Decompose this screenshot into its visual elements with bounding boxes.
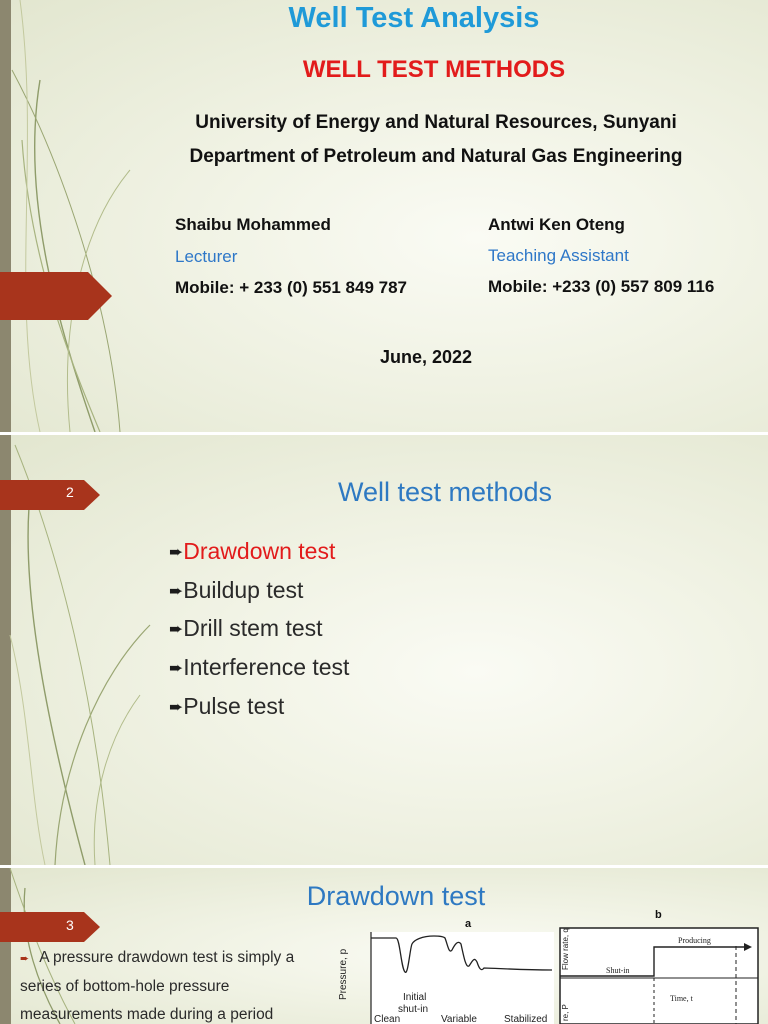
university-name: University of Energy and Natural Resources, Sunyani (195, 112, 677, 133)
slide-tab-arrow (0, 272, 115, 322)
figure-b-ylabel-bottom: re, P (561, 1004, 570, 1021)
slide-methods (0, 435, 768, 865)
method-list (169, 532, 349, 725)
slide-number: 3 (66, 917, 74, 933)
presentation-date: June, 2022 (380, 347, 473, 367)
list-item: ➨Buildup test (169, 576, 304, 603)
figure-b-time-label: Time, t (670, 994, 693, 1003)
slide-drawdown (0, 868, 768, 1024)
presenter-2-mobile: Mobile: +233 (0) 557 809 116 (488, 277, 715, 296)
slide-title (0, 0, 768, 432)
arrow-bullet-icon: ➨ (169, 619, 184, 639)
figure-a-annotation-line2: shut-in (398, 1004, 429, 1015)
slide-title: Drawdown test (306, 881, 486, 911)
presenter-1-mobile: Mobile: + 233 (0) 551 849 787 (175, 278, 407, 297)
description-paragraph (20, 944, 338, 1024)
figure-a-xlabel-variable: Variable (441, 1014, 477, 1024)
figure-a-pressure-plot (334, 928, 556, 1024)
arrow-bullet-icon: ➨ (169, 697, 184, 717)
list-item: ➨Interference test (169, 654, 350, 681)
figure-a-xlabel-clean: Clean (374, 1014, 401, 1024)
arrow-bullet-icon: ➨ (169, 542, 184, 562)
presenter-2-name: Antwi Ken Oteng (488, 215, 625, 234)
figure-b-rate-plot (558, 926, 760, 1024)
figure-a-xlabel-stabilized: Stabilized (504, 1014, 548, 1024)
presenter-1-name: Shaibu Mohammed (175, 215, 331, 234)
figure-a-annotation-line1: Initial (403, 992, 427, 1003)
presentation-subtitle: WELL TEST METHODS (302, 56, 566, 83)
paragraph-line: series of bottom-hole pressure (20, 978, 230, 995)
figure-a-label: a (465, 918, 472, 930)
arrow-bullet-icon: ➨ (169, 658, 184, 678)
department-name: Department of Petroleum and Natural Gas Engineering (189, 146, 683, 167)
slide-title: Well test methods (337, 477, 553, 507)
paragraph-line: ➨ A pressure drawdown test is simply a (20, 949, 295, 966)
figure-b-producing-label: Producing (678, 936, 711, 945)
presenter-1-role: Lecturer (175, 247, 238, 266)
figure-b-shutin-label: Shut-in (606, 966, 630, 975)
arrow-bullet-icon: ➨ (169, 581, 184, 601)
list-item: ➨Pulse test (169, 692, 285, 719)
arrow-bullet-icon: ➨ (20, 953, 30, 965)
presenter-2-role: Teaching Assistant (488, 246, 629, 265)
figure-b-ylabel-top: Flow rate, q (561, 928, 570, 970)
presentation-title: Well Test Analysis (288, 2, 540, 34)
list-item: ➨Drill stem test (169, 615, 323, 642)
slide-tab-arrow (0, 912, 105, 942)
slide-number: 2 (66, 484, 74, 500)
list-item: ➨Drawdown test (169, 538, 336, 564)
paragraph-line: measurements made during a period (20, 1006, 274, 1023)
figure-b-label: b (655, 909, 662, 921)
figure-a-ylabel: Pressure, p (338, 948, 349, 1000)
